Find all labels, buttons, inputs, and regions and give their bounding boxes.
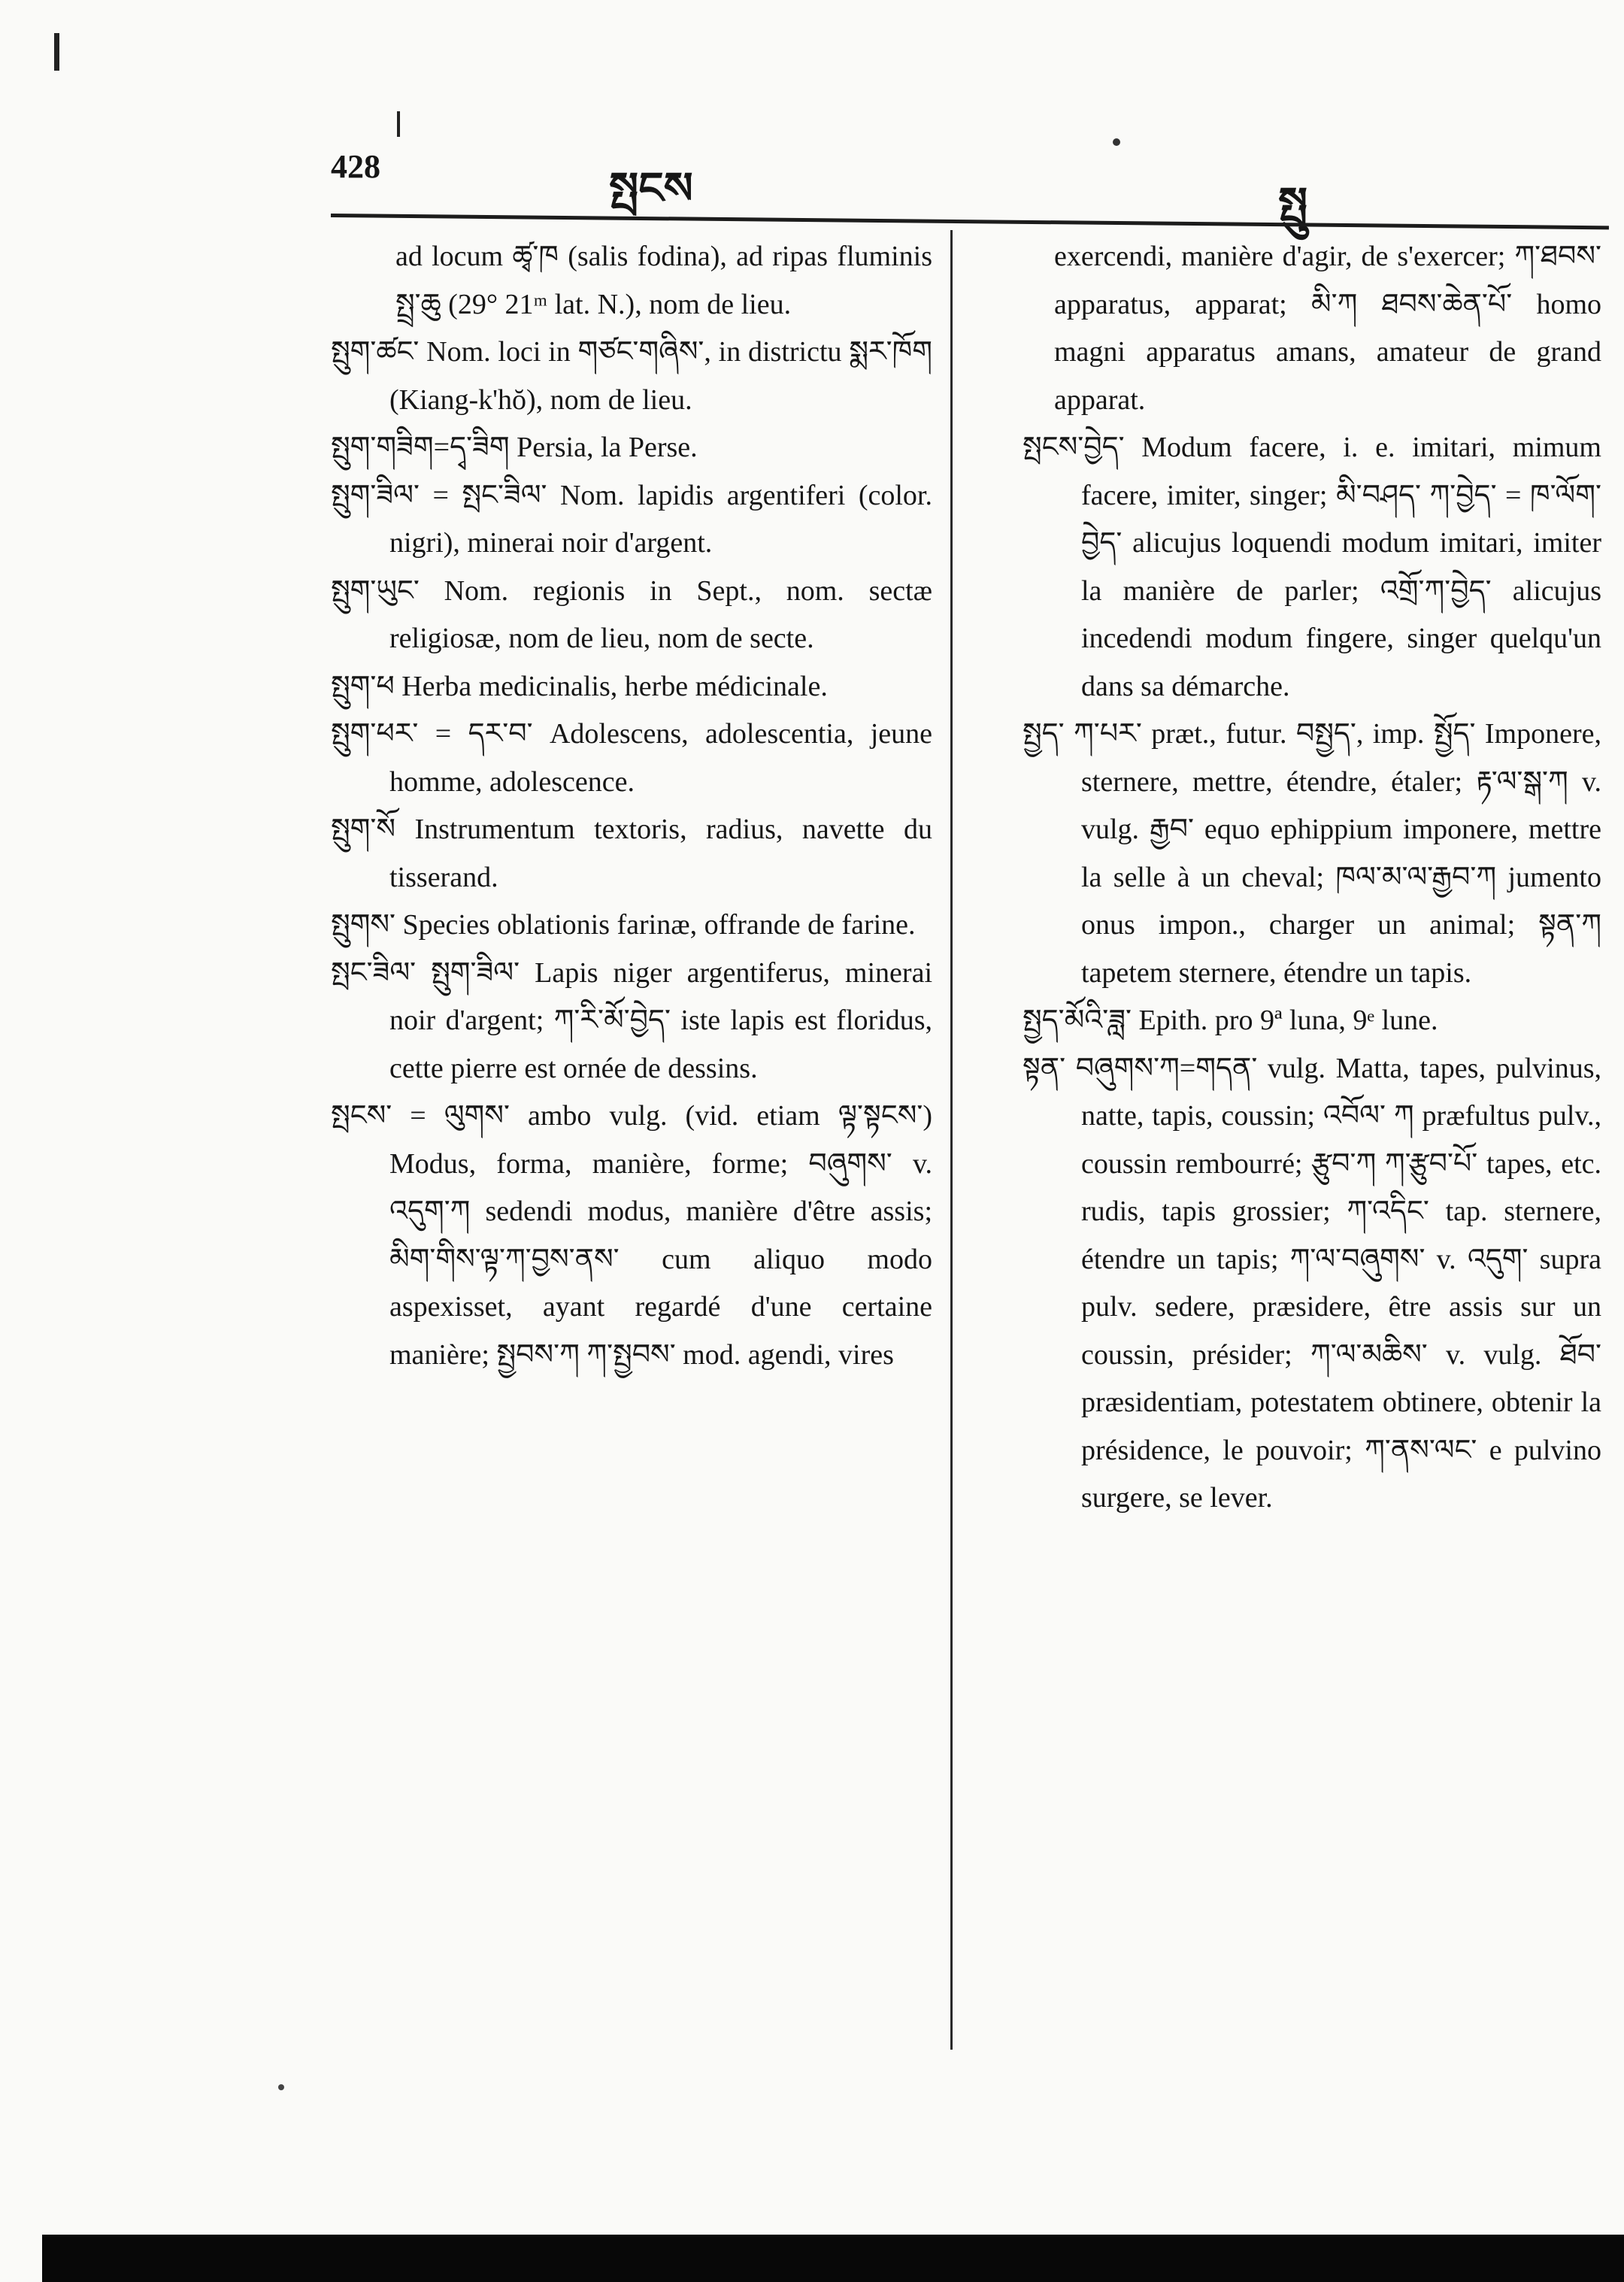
dictionary-entry: སྤྱད་ ཀ་པར་ præt., futur. བསྤྱད་, imp. སྤྱོད་ Imponere, sternere, mettre, étendre, étaler; རྟ་ལ་སྒ་ཀ v. vulg. རྒྱབ་ equo ephippium imponere, mettre la selle à un cheval; ཁལ་མ་ལ་རྒྱབ་ཀ jumento onus impon., charger un animal; སྟན་ཀ tapetem sternere, étendre un tapis.: [1023, 718, 1601, 989]
dictionary-entry: སྤུག་ཡུང་ Nom. regionis in Sept., nom. sectæ religiosæ, nom de lieu, nom de secte.: [331, 574, 932, 654]
page-number: 428: [331, 148, 380, 185]
running-head-right: སྤུ: [1278, 179, 1308, 228]
dictionary-entry: སྤངས་ = ལུགས་ ambo vulg. (vid. etiam ལྟ་སྟངས་) Modus, forma, manière, forme; བཞུགས་ v. འདུག་ཀ sedendi modus, manière d'être assis; མིག་གིས་ལྟ་ཀ་བྱས་ནས་ cum aliquo modo aspexisset, ayant regardé d'une certaine manière; སྤྱབས་ཀ ཀ་སྤྱབས་ mod. agendi, vires: [331, 1100, 932, 1371]
dictionary-entry: སྤུག་ཚང་ Nom. loci in གཙང་གཞིས་, in districtu སྨར་ཁོག (Kiang-k'hŏ), nom de lieu.: [331, 336, 932, 416]
dictionary-entry: སྤང་ཟིལ་ སྤུག་ཟིལ་ Lapis niger argentiferus, minerai noir d'argent; ཀ་རི་མོ་བྱེད་ iste lapis est floridus, cette pierre est ornée de dessins.: [331, 956, 932, 1084]
dictionary-entry: exercendi, manière d'agir, de s'exercer; ཀ་ཐབས་ apparatus, apparat; མི་ཀ ཐབས་ཆེན་པོ་ homo magni apparatus amans, amateur de grand apparat.: [1054, 241, 1601, 416]
dictionary-entry: སྤངས་བྱེད་ Modum facere, i. e. imitari, mimum facere, imiter, singer; མི་བཤད་ ཀ་བྱེད་ = ཁ་ལོག་བྱེད་ alicujus loquendi modum imitari, imiter la manière de parler; འགྲོ་ཀ་བྱེད་ alicujus incedendi modum fingere, singer quelqu'un dans sa démarche.: [1023, 432, 1601, 702]
scan-bottom-edge: [42, 2235, 1624, 2282]
dictionary-entry: སྤུགས་ Species oblationis farinæ, offrande de farine.: [331, 909, 916, 941]
dictionary-entry: སྤུག་ཕར་ = དར་བ་ Adolescens, adolescentia, jeune homme, adolescence.: [331, 718, 932, 798]
scan-dot-mark: [1113, 138, 1120, 146]
dictionary-entry: སྤྱད་མོའི་ཟླ་ Epith. pro 9ª luna, 9ᵉ lune.: [1023, 1005, 1438, 1036]
running-head-left: སྤངས: [609, 164, 693, 213]
dictionary-entry: སྤུག་ཟིལ་ = སྤང་ཟིལ་ Nom. lapidis argentiferi (color. nigri), minerai noir d'argent.: [331, 479, 932, 559]
scan-speck: [278, 2084, 284, 2090]
column-divider: [950, 230, 953, 2050]
scan-tick-mark: [397, 111, 400, 137]
left-column: [331, 233, 932, 1379]
scan-corner-mark: [54, 33, 59, 71]
dictionary-entry: སྤུག་གཟིག=དྭ་ཟིག Persia, la Perse.: [331, 432, 698, 463]
header-rule: [331, 214, 1609, 229]
dictionary-entry: སྤུག་སོ Instrumentum textoris, radius, navette du tisserand.: [331, 814, 932, 893]
dictionary-entry: སྤུག་ཕ Herba medicinalis, herbe médicinale.: [331, 670, 828, 702]
right-column: [1023, 233, 1601, 1523]
dictionary-entry: སྟན་ བཞུགས་ཀ=གདན་ vulg. Matta, tapes, pulvinus, natte, tapis, coussin; འབོལ་ ཀ præfultus pulv., coussin rembourré; རྩུབ་ཀ ཀ་རྩུབ་པོ་ tapes, etc. rudis, tapis grossier; ཀ་འདིང་ tap. sternere, étendre un tapis; ཀ་ལ་བཞུགས་ v. འདུག་ supra pulv. sedere, præsidere, être assis sur un coussin, présider; ཀ་ལ་མཆིས་ v. vulg. ཐོབ་ præsidentiam, potestatem obtinere, obtenir la présidence, le pouvoir; ཀ་ནས་ལང་ e pulvino surgere, se lever.: [1023, 1052, 1601, 1514]
dictionary-entry: ad locum ཚྭ་ཁ (salis fodina), ad ripas fluminis སྤྲ་ཆུ (29° 21ᵐ lat. N.), nom de lieu.: [395, 241, 932, 320]
